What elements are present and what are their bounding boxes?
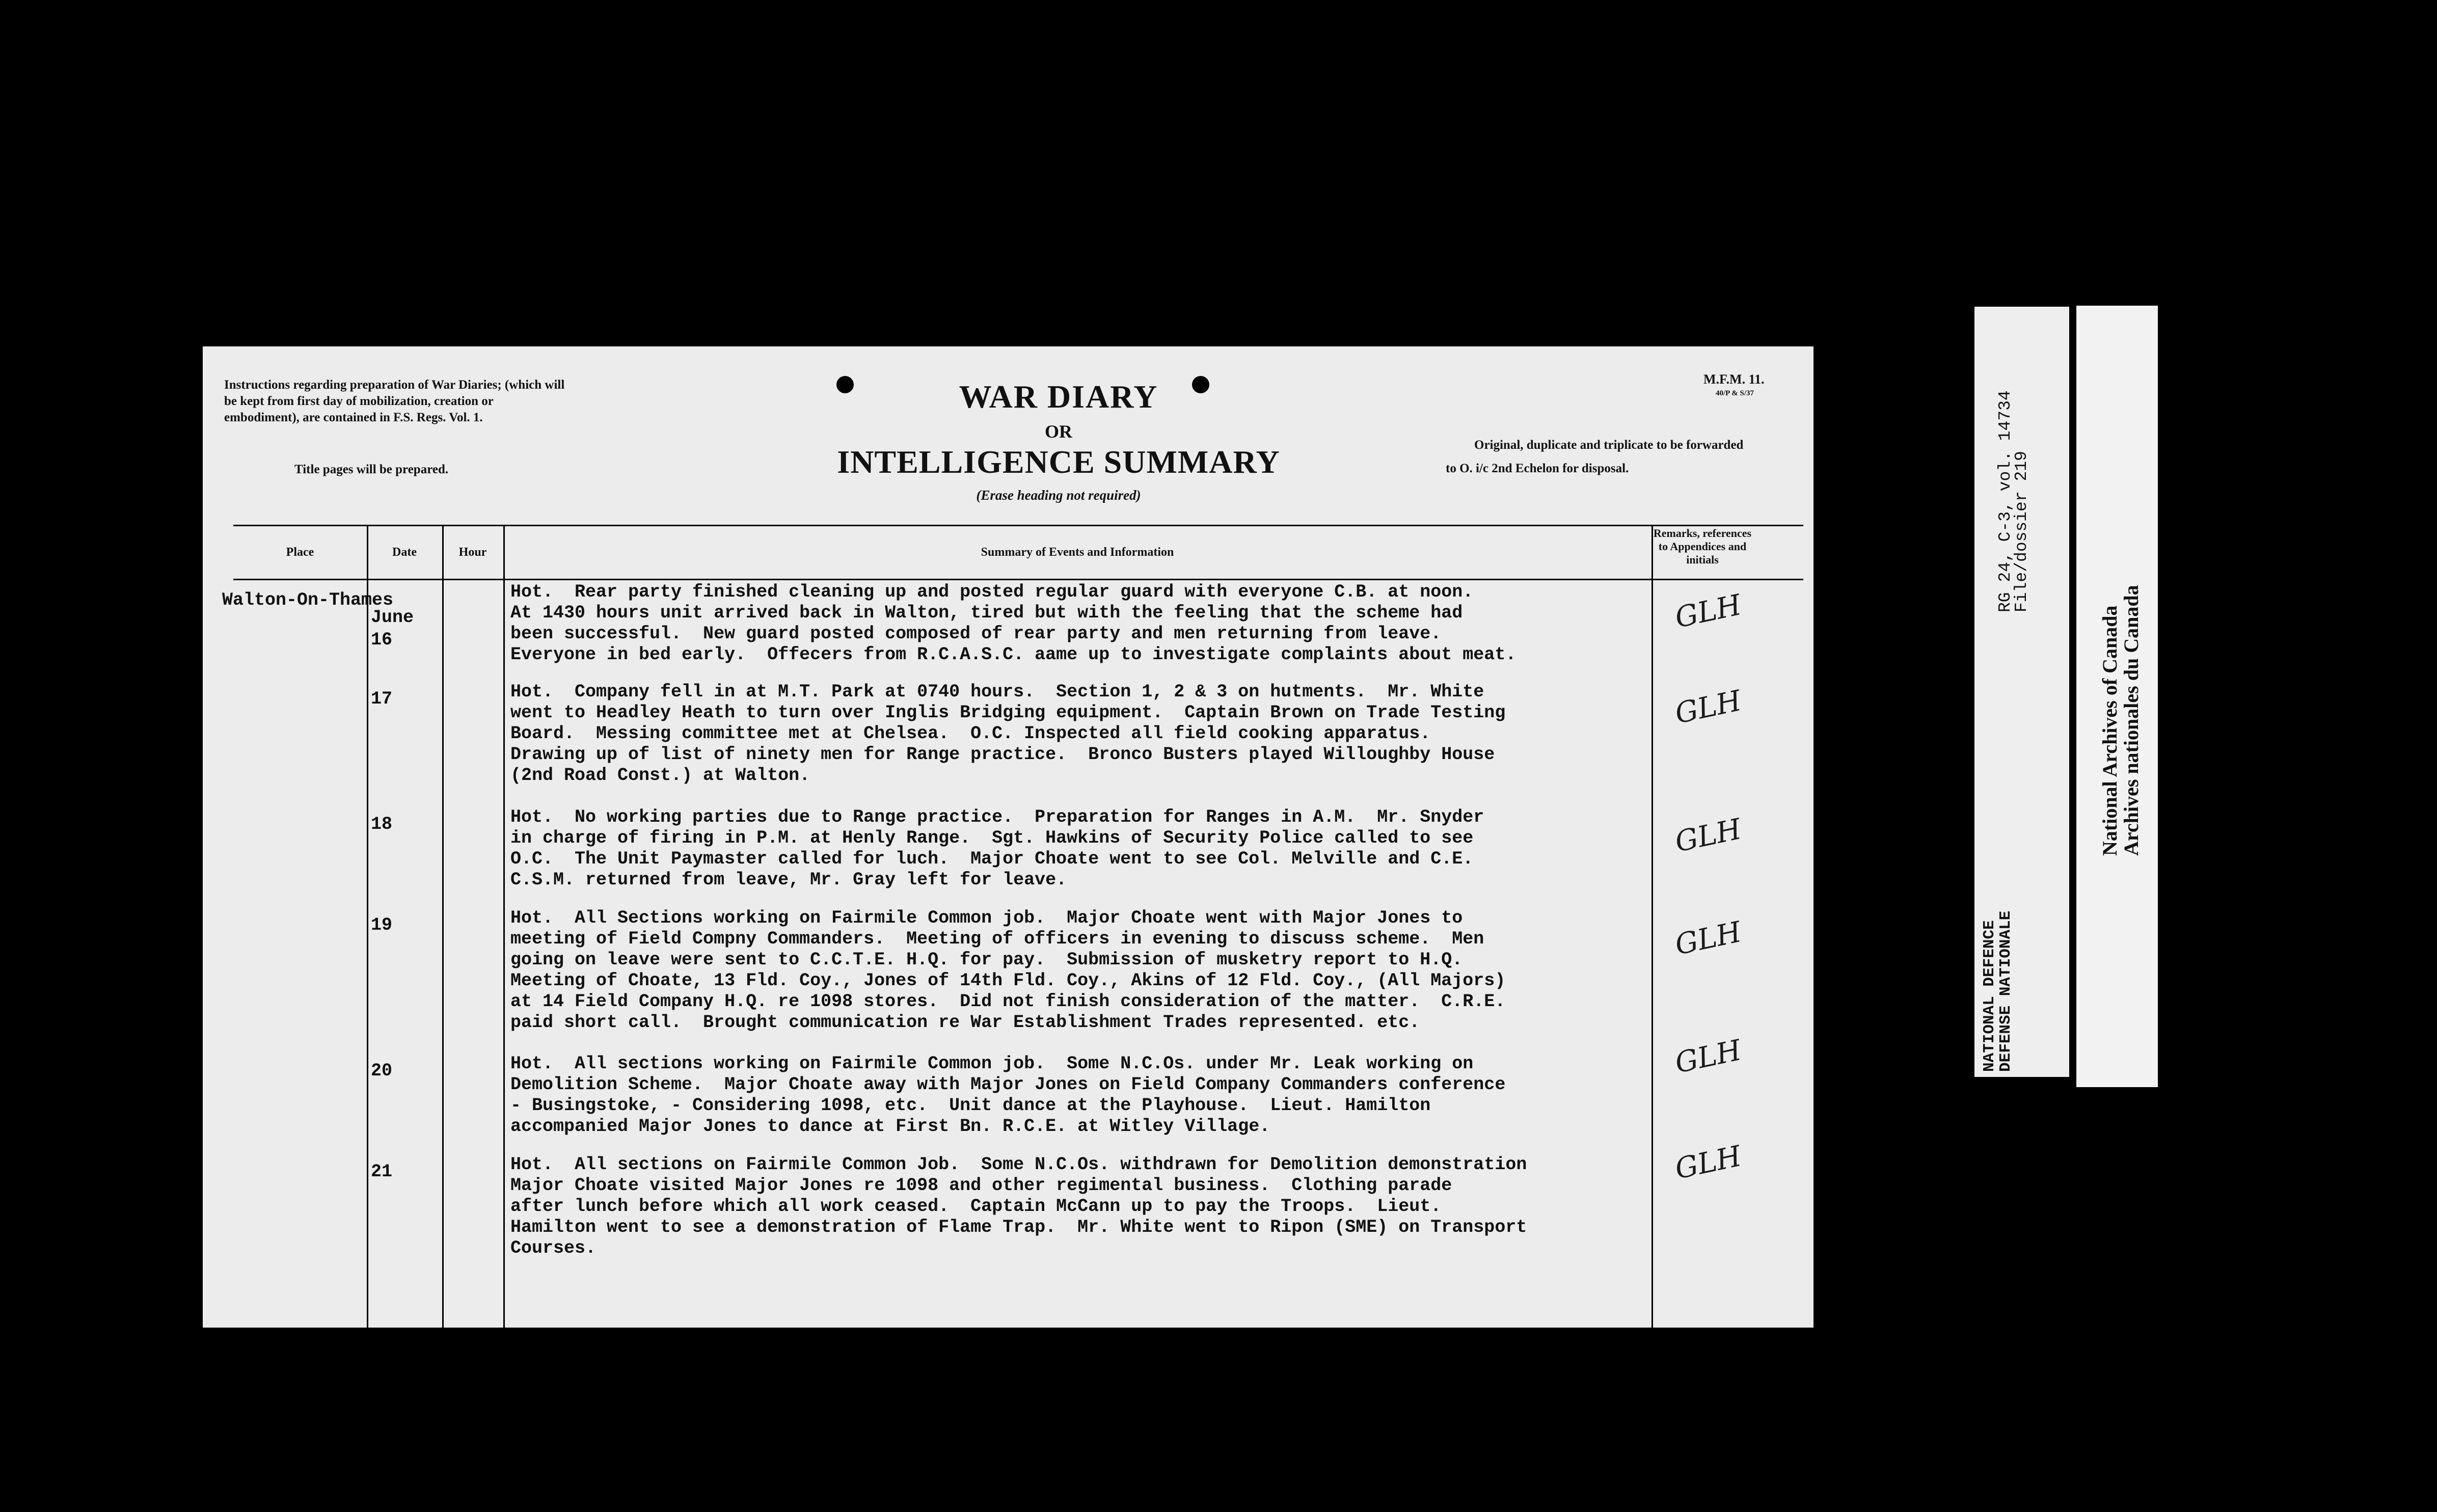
column-header-remarks: Remarks, references to Appendices and initials [1653,527,1752,566]
form-code: M.F.M. 11. [1703,372,1765,387]
defense-nationale-label: DEFENSE NATIONALE [1997,910,2015,1072]
date-cell: 20 [371,1061,393,1081]
file-dossier-reference: File/dossier 219 [2012,451,2031,612]
entry-text: Hot. Company fell in at M.T. Park at 0740 hours. Section 1, 2 & 3 on hutments. Mr. White went to Headley Heath to turn over Inglis Bridging equipment. Captain Brown on Trade Testing Board. Messing committee met at Chelsea. O.C. Inspected all field cooking apparatus. Drawing up of list of ninety men for Range practice. Bronco Busters played Willoughby House (2nd Road Const.) at Walton. [510,682,1506,786]
column-header-hour: Hour [458,546,487,559]
disposal-note-line2: to O. i/c 2nd Echelon for disposal. [1446,462,1629,475]
date-cell: 17 [371,689,393,709]
erase-heading-note: (Erase heading not required) [976,488,1141,503]
date-cell: 21 [371,1162,393,1182]
initials-signature: GLH [1672,813,1745,859]
archives-nationales-label: Archives nationales du Canada [2120,585,2143,856]
instructions-note: Instructions regarding preparation of War Diaries; (which will be kept from first day of mobilization, creation or embodiment), are contained in F.S. Regs. Vol. 1. [224,378,565,424]
entry-text: Hot. All sections working on Fairmile Common job. Some N.C.Os. under Mr. Leak working on Demolition Scheme. Major Choate away with Major Jones on Field Company Commanders conference - Busingstoke, - Considering 1098, etc. Unit dance at the Playhouse. Lieut. Hamilton accompanied Major Jones to dance at First Bn. R.C.E. at Witley Village. [510,1054,1506,1137]
column-header-date: Date [392,546,417,559]
column-header-place: Place [286,546,314,559]
war-diary-sheet [203,346,1813,1328]
column-header-summary: Summary of Events and Information [981,546,1174,559]
date-cell: 18 [371,814,393,834]
column-divider-hour [503,525,505,1328]
title-or: OR [1045,421,1072,442]
entry-text: Hot. All sections on Fairmile Common Job. Some N.C.Os. withdrawn for Demolition demonstration Major Choate visited Major Jones re 1098 and other regimental business. Clothing parade after lunch before which all work ceased. Captain McCann up to pay the Troops. Lieut. Hamilton went to see a demonstration of Flame Trap. Mr. White went to Ripon (SME) on Transport Courses. [510,1154,1527,1258]
punch-hole-left [836,376,854,393]
place-cell: Walton-On-Thames [222,590,394,610]
title-war-diary: WAR DIARY [959,379,1158,415]
title-intelligence-summary: INTELLIGENCE SUMMARY [837,444,1280,480]
month-cell: June [371,607,414,628]
initials-signature: GLH [1672,1140,1745,1186]
disposal-note-line1: Original, duplicate and triplicate to be forwarded [1474,438,1744,452]
entry-text: Hot. All Sections working on Fairmile Common job. Major Choate went with Major Jones to meeting of Field Compny Commanders. Meeting of officers in evening to discuss scheme. Men going on leave were sent to C.C.T.E. H.Q. for pay. Submission of musketry report to H.Q. Meeting of Choate, 13 Fld. Coy., Jones of 14th Fld. Coy., Akins of 12 Fld. Coy., (All Majors) at 14 Field Company H.Q. re 1098 stores. Did not finish consideration of the matter. C.R.E. paid short call. Brought communication re War Establishment Trades represented. etc. [510,908,1506,1033]
national-archives-label: National Archives of Canada [2098,605,2121,856]
table-header-rule [233,579,1803,580]
form-code-sub: 40/P & S/37 [1716,389,1754,397]
national-defence-label: NATIONAL DEFENCE [1981,920,1998,1072]
initials-signature: GLH [1672,1034,1745,1080]
entry-text: Hot. No working parties due to Range practice. Preparation for Ranges in A.M. Mr. Snyder in charge of firing in P.M. at Henly Range. Sgt. Hawkins of Security Police called to see O.C. The Unit Paymaster called for luch. Major Choate went to see Col. Melville and C.E. C.S.M. returned from leave, Mr. Gray left for leave. [510,807,1484,890]
record-group-reference: RG 24, C-3, vol. 14734 [1996,390,2015,612]
title-pages-note: Title pages will be prepared. [294,463,449,476]
date-cell: 19 [371,915,393,935]
table-top-rule [233,525,1803,526]
initials-signature: GLH [1672,915,1745,962]
initials-signature: GLH [1672,588,1745,635]
initials-signature: GLH [1672,684,1745,731]
date-cell: 16 [371,630,393,650]
column-divider-place [367,525,368,1328]
entry-text: Hot. Rear party finished cleaning up and posted regular guard with everyone C.B. at noon. At 1430 hours unit arrived back in Walton, tired but with the feeling that the scheme had been successful. New guard posted composed of rear party and men returning from leave. Everyone in bed early. Offecers from R.C.A.S.C. aame up to investigate complaints about meat. [510,582,1517,665]
